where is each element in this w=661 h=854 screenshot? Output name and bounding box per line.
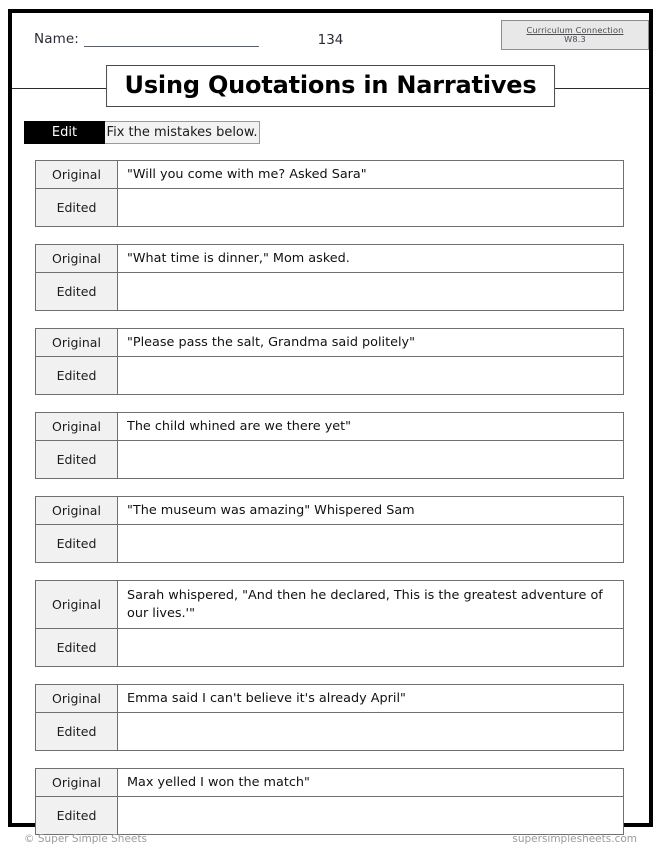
edited-answer-field[interactable] (118, 629, 623, 666)
original-row (36, 685, 623, 713)
edited-answer-field[interactable] (118, 189, 623, 226)
question-block (35, 244, 624, 311)
edited-row[interactable] (36, 629, 623, 666)
original-sentence: The child whined are we there yet" (127, 418, 352, 434)
original-row (36, 497, 623, 525)
page-footer (0, 833, 661, 853)
question-block (35, 160, 624, 227)
question-list (35, 160, 624, 852)
original-sentence: Max yelled I won the match" (127, 774, 310, 790)
edited-answer-field[interactable] (118, 797, 623, 834)
edited-label: Edited (36, 713, 118, 750)
edited-answer-field[interactable] (118, 273, 623, 310)
original-label: Original (36, 497, 118, 524)
title-band (12, 65, 649, 111)
original-row (36, 161, 623, 189)
original-sentence: Sarah whispered, "And then he declared, This is the greatest adventure of our lives.'" (127, 588, 603, 621)
curriculum-connection-code: W8.3 (564, 34, 586, 44)
edit-tab-label: Edit (24, 121, 105, 144)
question-block (35, 496, 624, 563)
original-row (36, 581, 623, 629)
edited-row[interactable] (36, 357, 623, 394)
name-label: Name: (34, 31, 79, 47)
question-block (35, 684, 624, 751)
edited-row[interactable] (36, 441, 623, 478)
original-label: Original (36, 245, 118, 272)
edited-label: Edited (36, 357, 118, 394)
original-sentence: "Will you come with me? Asked Sara" (127, 166, 367, 182)
original-sentence: "What time is dinner," Mom asked. (127, 250, 350, 266)
original-label: Original (36, 329, 118, 356)
original-label: Original (36, 581, 118, 628)
original-row (36, 329, 623, 357)
edited-answer-field[interactable] (118, 357, 623, 394)
edited-answer-field[interactable] (118, 441, 623, 478)
edited-label: Edited (36, 441, 118, 478)
edited-label: Edited (36, 797, 118, 834)
original-row (36, 413, 623, 441)
edited-label: Edited (36, 525, 118, 562)
original-row (36, 769, 623, 797)
question-block (35, 328, 624, 395)
edited-row[interactable] (36, 713, 623, 750)
original-label: Original (36, 161, 118, 188)
question-block (35, 580, 624, 667)
edited-row[interactable] (36, 797, 623, 834)
page-number: 134 (317, 32, 344, 48)
worksheet-header (12, 13, 649, 57)
original-row (36, 245, 623, 273)
question-block (35, 768, 624, 835)
edited-row[interactable] (36, 273, 623, 310)
edited-answer-field[interactable] (118, 525, 623, 562)
worksheet-page (12, 13, 649, 823)
edited-label: Edited (36, 189, 118, 226)
website-link[interactable]: supersimplesheets.com (512, 833, 637, 845)
original-sentence: "Please pass the salt, Grandma said politely" (127, 334, 415, 350)
edited-row[interactable] (36, 189, 623, 226)
question-block (35, 412, 624, 479)
original-label: Original (36, 685, 118, 712)
curriculum-connection-title: Curriculum Connection (526, 24, 624, 35)
original-label: Original (36, 769, 118, 796)
original-label: Original (36, 413, 118, 440)
edited-row[interactable] (36, 525, 623, 562)
copyright-notice: © Super Simple Sheets (24, 833, 147, 845)
page-title: Using Quotations in Narratives (106, 65, 556, 107)
curriculum-connection-badge (501, 20, 649, 50)
instruction-directions: Fix the mistakes below. (105, 121, 260, 144)
edited-label: Edited (36, 629, 118, 666)
edited-label: Edited (36, 273, 118, 310)
instruction-strip (24, 121, 260, 144)
original-sentence: "The museum was amazing" Whispered Sam (127, 502, 415, 518)
original-sentence: Emma said I can't believe it's already April" (127, 690, 406, 706)
edited-answer-field[interactable] (118, 713, 623, 750)
